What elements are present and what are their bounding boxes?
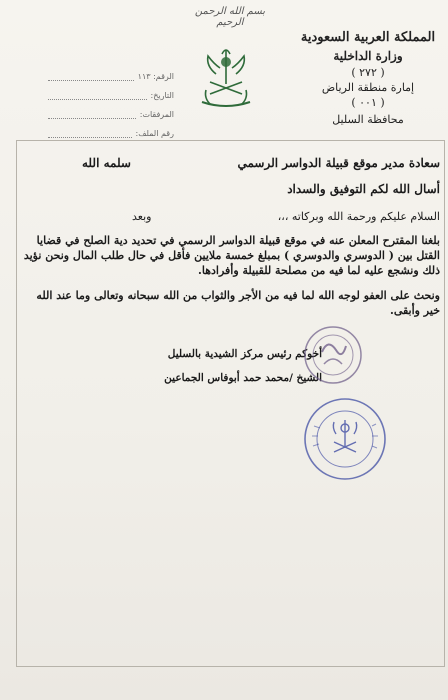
kingdom-name: المملكة العربية السعودية [300, 30, 436, 45]
date-row [48, 81, 174, 100]
signoff: أخوكم رئيس مركز الشيدية بالسليل [167, 348, 322, 360]
paragraph-2: ونحث على العفو لوجه الله لما فيه من الأجر والثواب من الله سبحانه وتعالى وما عند الله خير وأبقى. [36, 289, 440, 317]
governorate-name: محافظة السليل [332, 113, 404, 126]
attachments-line [48, 110, 136, 119]
wabaad: وبعد [132, 210, 152, 223]
ministry-code: ( ٢٧٢ ) [351, 66, 385, 79]
saudi-emblem-icon [194, 44, 258, 112]
official-stamp-blue [302, 396, 388, 482]
salam-line [22, 210, 440, 223]
file-number-label: رقم الملف: [135, 129, 174, 138]
region-code: ( ٠٠١ ) [351, 96, 385, 109]
file-number-row [48, 119, 174, 138]
signature-block [122, 348, 322, 384]
attachments-label: المرفقات: [139, 110, 174, 119]
paragraph-1: بلغنا المقترح المعلن عنه في موقع قبيلة الدواسر الرسمي في تحديد دية الصلح في قضايا القتل بين ( الدوسري والدوسري ) بمبلغ خمسة ملايين فأقل في حال طلب المال ونحن نؤيد ذلك ونشجع عليه لما فيه من مصلحة للقبيلة وأفرادها. [23, 234, 440, 277]
letter-body [22, 156, 440, 318]
addressee-blessing: سلمه الله [82, 156, 131, 170]
date-line [48, 91, 147, 100]
reference-fields [48, 62, 174, 138]
letterhead [294, 30, 442, 126]
file-number-line [48, 129, 132, 138]
addressee-line [22, 156, 440, 170]
reference-number-line [48, 72, 134, 81]
addressee: سعادة مدير موقع قبيلة الدواسر الرسمي [237, 156, 440, 170]
attachments-row [48, 100, 174, 119]
greeting: أسال الله لكم التوفيق والسداد [287, 182, 440, 196]
reference-number-label: الرقم: ١١٣ [137, 72, 174, 81]
date-label: التاريخ: [150, 91, 174, 100]
reference-number-row [48, 62, 174, 81]
signatory: الشيخ /محمد حمد أبوفاس الجماعين [164, 372, 322, 384]
round-stamp-purple [302, 324, 364, 386]
salam: السلام عليكم ورحمة الله وبركاته ،،، [277, 210, 440, 223]
basmala: بسم الله الرحمن الرحيم [194, 6, 266, 28]
region-name: إمارة منطقة الرياض [321, 81, 415, 94]
ministry-name: وزارة الداخلية [333, 49, 403, 63]
